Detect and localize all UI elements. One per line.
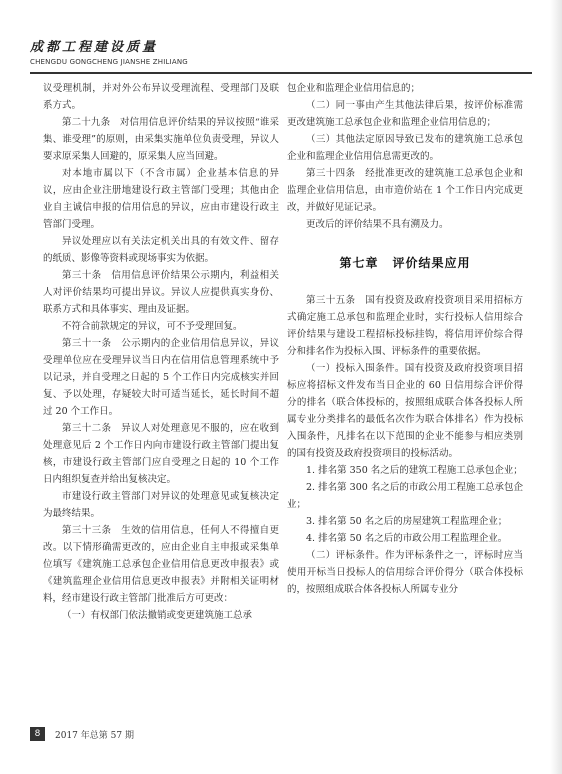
paragraph: 更改后的评价结果不具有溯及力。 [306, 219, 449, 230]
chapter-title: 评价结果应用 [392, 256, 471, 270]
paragraph: 3. 排名第 50 名之后的房屋建筑工程监理企业； [306, 516, 508, 527]
paragraph: （一）有权部门依法撤销或变更建筑施工总承 [62, 610, 253, 621]
paragraph: 包企业和监理企业信用信息的； [287, 83, 421, 94]
page-number: 8 [30, 727, 45, 741]
page-footer [30, 727, 134, 741]
paragraph: 1. 排名第 350 名之后的建筑工程施工总承包企业； [306, 465, 523, 476]
paragraph: 第二十九条 对信用信息评价结果的异议按照“谁采集、谁受理”的原则，由采集实施单位负责受理，异议人要求原采集人回避的，原采集人应当回避。 [43, 117, 279, 162]
paragraph: 第三十五条 国有投资及政府投资项目采用招标方式确定施工总承包和监理企业时，实行投标人信用综合评价结果与建设工程招标投标挂钩，将信用评价综合得分和排名作为投标入围、评标条件的重要依据。 [287, 295, 523, 357]
journal-masthead [30, 36, 188, 66]
paragraph: （二）同一事由产生其他法律后果，按评价标准需更改建筑施工总承包企业和监理企业信用信息的； [287, 100, 523, 128]
right-column-bottom [287, 292, 523, 598]
paragraph: 异议处理应以有关法定机关出具的有效文件、留存的纸质、影像等资料或现场事实为依据。 [43, 236, 279, 264]
right-column-top [287, 80, 523, 233]
journal-title-en: CHENGDU GONGCHENG JIANSHE ZHILIANG [30, 58, 188, 66]
chapter-heading [287, 255, 523, 272]
chapter-number: 第七章 [339, 256, 379, 270]
paragraph: 4. 排名第 50 名之后的市政公用工程监理企业。 [306, 533, 508, 544]
header-rule [30, 72, 532, 74]
left-column [43, 80, 279, 624]
paragraph: 2. 排名第 300 名之后的市政公用工程施工总承包企业； [287, 482, 523, 510]
paragraph: 议受理机制，并对外公布异议受理流程、受理部门及联系方式。 [43, 83, 279, 111]
paragraph: 不符合前款规定的异议，可不予受理回复。 [62, 321, 243, 332]
right-column [287, 80, 523, 598]
paragraph: 市建设行政主管部门对异议的处理意见或复核决定为最终结果。 [43, 491, 279, 519]
paragraph: （一）投标入围条件。国有投资及政府投资项目招标应将招标文件发布当日企业的 60 日信用综合评价得分的排名（联合体投标的，按照组成联合体各投标人所属专业分类排名的最低名次作为联合体排名）作为投标入围条件，凡排名在以下范围的企业不能参与相应类别的国有投资及政府投资项目的投标活动。 [287, 363, 523, 459]
paragraph: （二）评标条件。作为评标条件之一，评标时应当使用开标当日投标人的信用综合评价得分（联合体投标的，按照组成联合体各投标人所属专业分 [287, 550, 523, 595]
paragraph: （三）其他法定原因导致已发布的建筑施工总承包企业和监理企业信用信息需更改的。 [287, 134, 523, 162]
issue-label: 2017 年总第 57 期 [55, 730, 134, 741]
journal-title-cn: 成都工程建设质量 [30, 40, 159, 55]
page-edge-shadow [550, 0, 562, 774]
paragraph: 第三十四条 经批准更改的建筑施工总承包企业和监理企业信用信息，由市造价站在 1 个工作日内完成更改，并做好见证记录。 [287, 168, 523, 213]
paragraph: 第三十三条 生效的信用信息，任何人不得擅自更改。以下情形确需更改的，应由企业自主申报或采集单位填写《建筑施工总承包企业信用信息更改申报表》或《建筑监理企业信用信息更改申报表》并附相关证明材料，经市建设行政主管部门批准后方可更改： [43, 525, 279, 604]
paragraph: 第三十条 信用信息评价结果公示期内，利益相关人对评价结果均可提出异议。异议人应提供真实身份、联系方式和具体事实、理由及证据。 [43, 270, 279, 315]
paragraph: 第三十一条 公示期内的企业信用信息异议，异议受理单位应在受理异议当日内在信用信息管理系统中予以记录，并自受理之日起的 5 个工作日内完成核实并回复、予以处理，存疑较大时可适当延长，延长时间不超过 20 个工作日。 [43, 338, 279, 417]
paragraph: 对本地市属以下（不含市属）企业基本信息的异议，应由企业注册地建设行政主管部门受理；其他由企业自主诚信申报的信用信息的异议，应由市建设行政主管部门受理。 [43, 168, 279, 230]
paragraph: 第三十二条 异议人对处理意见不服的，应在收到处理意见后 2 个工作日内向市建设行政主管部门提出复核，市建设行政主管部门应自受理之日起的 10 个工作日内组织复查并给出复核决定。 [43, 423, 279, 485]
